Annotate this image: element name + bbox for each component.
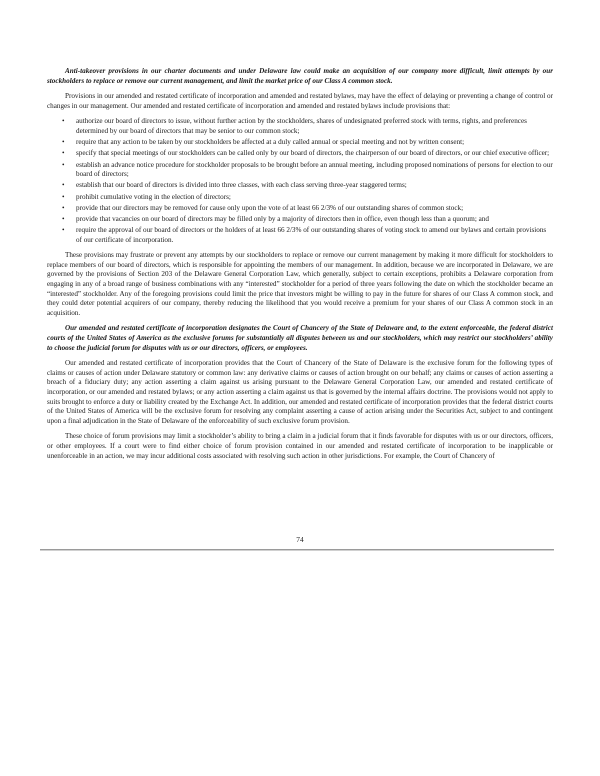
paragraph-choice-of-forum: These choice of forum provisions may limit a stockholder’s ability to bring a claim in a judicial forum that it finds favorable for disputes with us or our directors, officers, or other employees. If a court were to find either choice of forum provision contained in our amended and restated certificate of incorporation to be inapplicable or unenforceable in an action, we may incur additional costs associated with resolving such action in other jurisdictions. For example, the Court of Chancery of xyxy=(47,432,553,460)
list-item xyxy=(47,226,553,245)
paragraph-frustrate-attempts: These provisions may frustrate or prevent any attempts by our stockholders to replace or remove our current management by making it more difficult for stockholders to replace members of our board of directors, which is responsible for appointing the members of our management. In addition, because we are incorporated in Delaware, we are governed by the provisions of Section 203 of the Delaware General Corporation Law, which generally, subject to certain exceptions, prohibits a Delaware corporation from engaging in any of a broad range of business combinations with any “interested” stockholder for a period of three years following the date on which the stockholder became an “interested” stockholder. Any of the foregoing provisions could limit the price that investors might be willing to pay in the future for shares of our Class A common stock, and they could deter potential acquirers of our company, thereby reducing the likelihood that you would receive a premium for your shares of our Class A common stock in an acquisition. xyxy=(47,251,553,317)
list-item-text: establish that our board of directors is divided into three classes, with each class serving three-year staggered terms; xyxy=(76,181,407,190)
bullet-icon: • xyxy=(62,138,65,147)
bullet-icon: • xyxy=(62,149,65,158)
document-body xyxy=(47,67,553,467)
list-item xyxy=(47,138,553,148)
bullet-icon: • xyxy=(62,117,65,126)
bullet-icon: • xyxy=(62,192,65,201)
paragraph-court-of-chancery: Our amended and restated certificate of incorporation provides that the Court of Chancery of the State of Delaware is the exclusive forum for the following types of claims or causes of action under Delaware statutory or common law: any derivative claims or causes of action brought on our behalf; any claims or causes of action asserting a breach of a fiduciary duty; any action asserting a claim against us arising pursuant to the Delaware General Corporation Law, our amended and restated certificate of incorporation, or our amended and restated bylaws; or any action asserting a claim against us that is governed by the internal affairs doctrine. The provisions would not apply to suits brought to enforce a duty or liability created by the Exchange Act. In addition, our amended and restated certificate of incorporation provides that the federal district courts of the United States of America will be the exclusive forum for resolving any complaint asserting a cause of action arising under the Securities Act, subject to and contingent upon a final adjudication in the State of Delaware of the enforceability of such exclusive forum provision. xyxy=(47,359,553,425)
bullet-icon: • xyxy=(62,181,65,190)
list-item-text: prohibit cumulative voting in the election of directors; xyxy=(76,192,231,201)
paragraph-provisions-intro: Provisions in our amended and restated certificate of incorporation and amended and restated bylaws, may have the effect of delaying or preventing a change of control or changes in our management. Our amended and restated certificate of incorporation and amended and restated bylaws include provisions that: xyxy=(47,92,553,110)
section-heading-anti-takeover: Anti-takeover provisions in our charter documents and under Delaware law could make an acquisition of our company more difficult, limit attempts by our stockholders to replace or remove our current management, and limit the market price of our Class A common stock. xyxy=(47,67,553,85)
provisions-list xyxy=(47,117,553,245)
bullet-icon: • xyxy=(62,160,65,169)
list-item xyxy=(47,161,553,180)
list-item-text: authorize our board of directors to issue, without further action by the stockholders, shares of undesignated preferred stock with terms, rights, and preferences determined by our board of directors that may be senior to our common stock; xyxy=(76,117,527,135)
list-item-text: establish an advance notice procedure for stockholder proposals to be brought before an annual meeting, including proposed nominations of persons for election to our board of directors; xyxy=(76,160,553,179)
bullet-icon: • xyxy=(62,203,65,212)
page-divider xyxy=(40,549,554,551)
list-item xyxy=(47,149,553,159)
list-item-text: require that any action to be taken by our stockholders be affected at a duly called annual or special meeting and not by written consent; xyxy=(76,138,465,147)
list-item-text: provide that our directors may be removed for cause only upon the vote of at least 66 2/3% of our outstanding shares of common stock; xyxy=(76,203,464,212)
list-item xyxy=(47,215,553,225)
list-item xyxy=(47,181,553,191)
list-item xyxy=(47,193,553,203)
list-item xyxy=(47,204,553,214)
list-item xyxy=(47,117,553,136)
list-item-text: provide that vacancies on our board of directors may be filled only by a majority of directors then in office, even though less than a quorum; and xyxy=(76,214,489,223)
bullet-icon: • xyxy=(62,226,65,235)
section-heading-exclusive-forum: Our amended and restated certificate of incorporation designates the Court of Chancery of the State of Delaware and, to the extent enforceable, the federal district courts of the United States of America as the exclusive forums for substantially all disputes between us and our stockholders, which may restrict our stockholders’ ability to choose the judicial forum for disputes with us or our directors, officers, or employees. xyxy=(47,324,553,352)
list-item-text: specify that special meetings of our stockholders can be called only by our board of directors, the chairperson of our board of directors, or our chief executive officer; xyxy=(76,149,550,158)
list-item-text: require the approval of our board of directors or the holders of at least 66 2/3% of our outstanding shares of voting stock to amend our bylaws and certain provisions of our certificate of incorporation. xyxy=(76,226,547,244)
bullet-icon: • xyxy=(62,214,65,223)
page-number: 74 xyxy=(296,535,304,544)
